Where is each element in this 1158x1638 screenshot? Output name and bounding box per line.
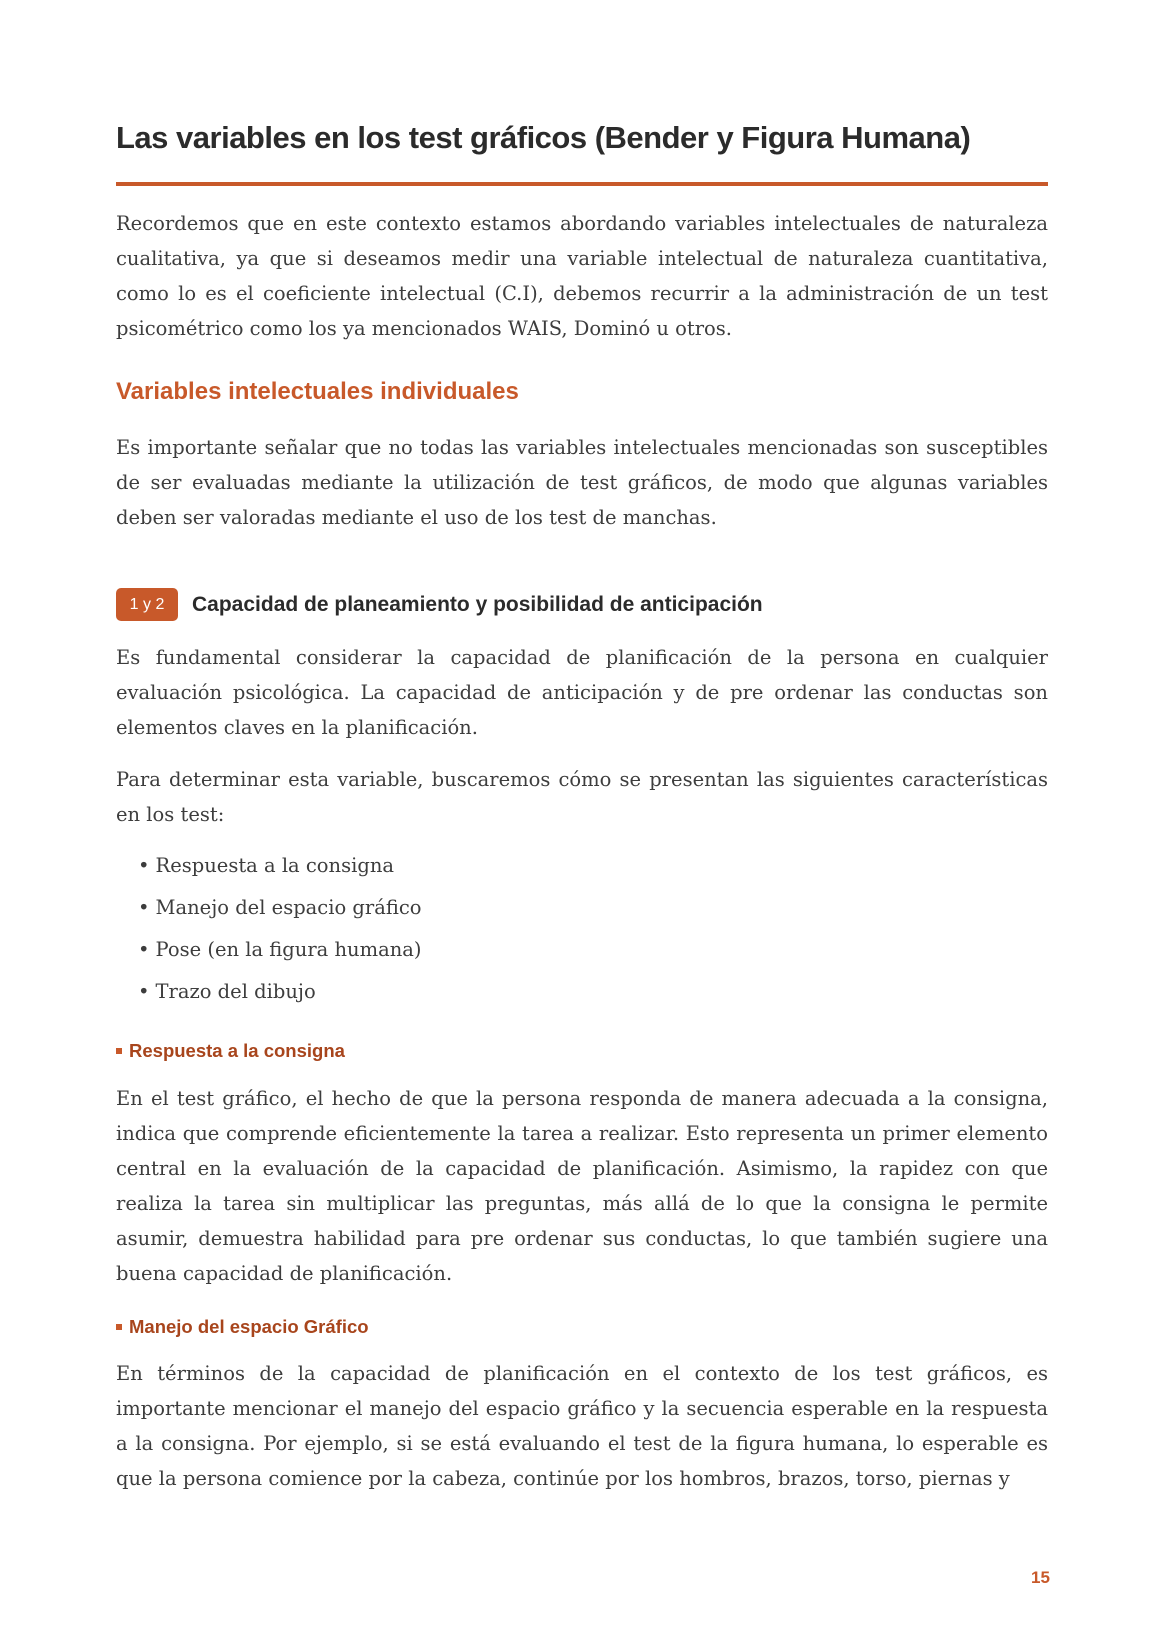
characteristics-list	[116, 845, 1048, 1013]
list-item: • Trazo del dibujo	[138, 980, 316, 1003]
title-underline	[116, 182, 1048, 186]
list-item: • Pose (en la figura humana)	[138, 938, 422, 961]
page-number: 15	[1031, 1568, 1050, 1587]
subsection-badge: 1 y 2	[116, 588, 178, 621]
bullet-icon: •	[138, 854, 150, 877]
subsection-paragraph-2: Para determinar esta variable, buscaremos cómo se presentan las siguientes características en los test:	[116, 768, 1048, 826]
bullet-icon: •	[138, 938, 150, 961]
item-heading: Manejo del espacio Gráfico	[116, 1316, 1048, 1338]
section-paragraph: Es importante señalar que no todas las variables intelectuales mencionadas son susceptibles de ser evaluadas mediante la utilización de test gráficos, de modo que algunas variables deben ser valoradas mediante el uso de los test de manchas.	[116, 436, 1048, 529]
section-heading: Variables intelectuales individuales	[116, 378, 519, 405]
item-heading: Respuesta a la consigna	[116, 1040, 1048, 1062]
square-bullet-icon	[116, 1048, 122, 1054]
subsection-header	[116, 588, 1048, 621]
page-title: Las variables en los test gráficos (Bender y Figura Humana)	[116, 120, 971, 155]
bullet-icon: •	[138, 980, 150, 1003]
intro-paragraph: Recordemos que en este contexto estamos abordando variables intelectuales de naturaleza cualitativa, ya que si deseamos medir una variable intelectual de naturaleza cuantitativa, como lo es el coeficiente intelectual (C.I), debemos recurrir a la administración de un test psicométrico como los ya mencionados WAIS, Dominó u otros.	[116, 212, 1048, 340]
list-item: • Manejo del espacio gráfico	[138, 896, 422, 919]
square-bullet-icon	[116, 1324, 122, 1330]
list-item: • Respuesta a la consigna	[138, 854, 395, 877]
item-paragraph: En el test gráfico, el hecho de que la persona responda de manera adecuada a la consigna, indica que comprende eficientemente la tarea a realizar. Esto representa un primer elemento central en la evaluación de la capacidad de planificación. Asimismo, la rapidez con que realiza la tarea sin multiplicar las preguntas, más allá de lo que la consigna le permite asumir, demuestra habilidad para pre ordenar sus conductas, lo que también sugiere una buena capacidad de planificación.	[116, 1087, 1048, 1285]
subsection-paragraph-1: Es fundamental considerar la capacidad de planificación de la persona en cualquier evaluación psicológica. La capacidad de anticipación y de pre ordenar las conductas son elementos claves en la planificación.	[116, 646, 1048, 739]
item-paragraph: En términos de la capacidad de planificación en el contexto de los test gráficos, es importante mencionar el manejo del espacio gráfico y la secuencia esperable en la respuesta a la consigna. Por ejemplo, si se está evaluando el test de la figura humana, lo esperable es que la persona comience por la cabeza, continúe por los hombros, brazos, torso, piernas y	[116, 1362, 1048, 1490]
subsection-heading: Capacidad de planeamiento y posibilidad de anticipación	[192, 592, 763, 616]
bullet-icon: •	[138, 896, 150, 919]
